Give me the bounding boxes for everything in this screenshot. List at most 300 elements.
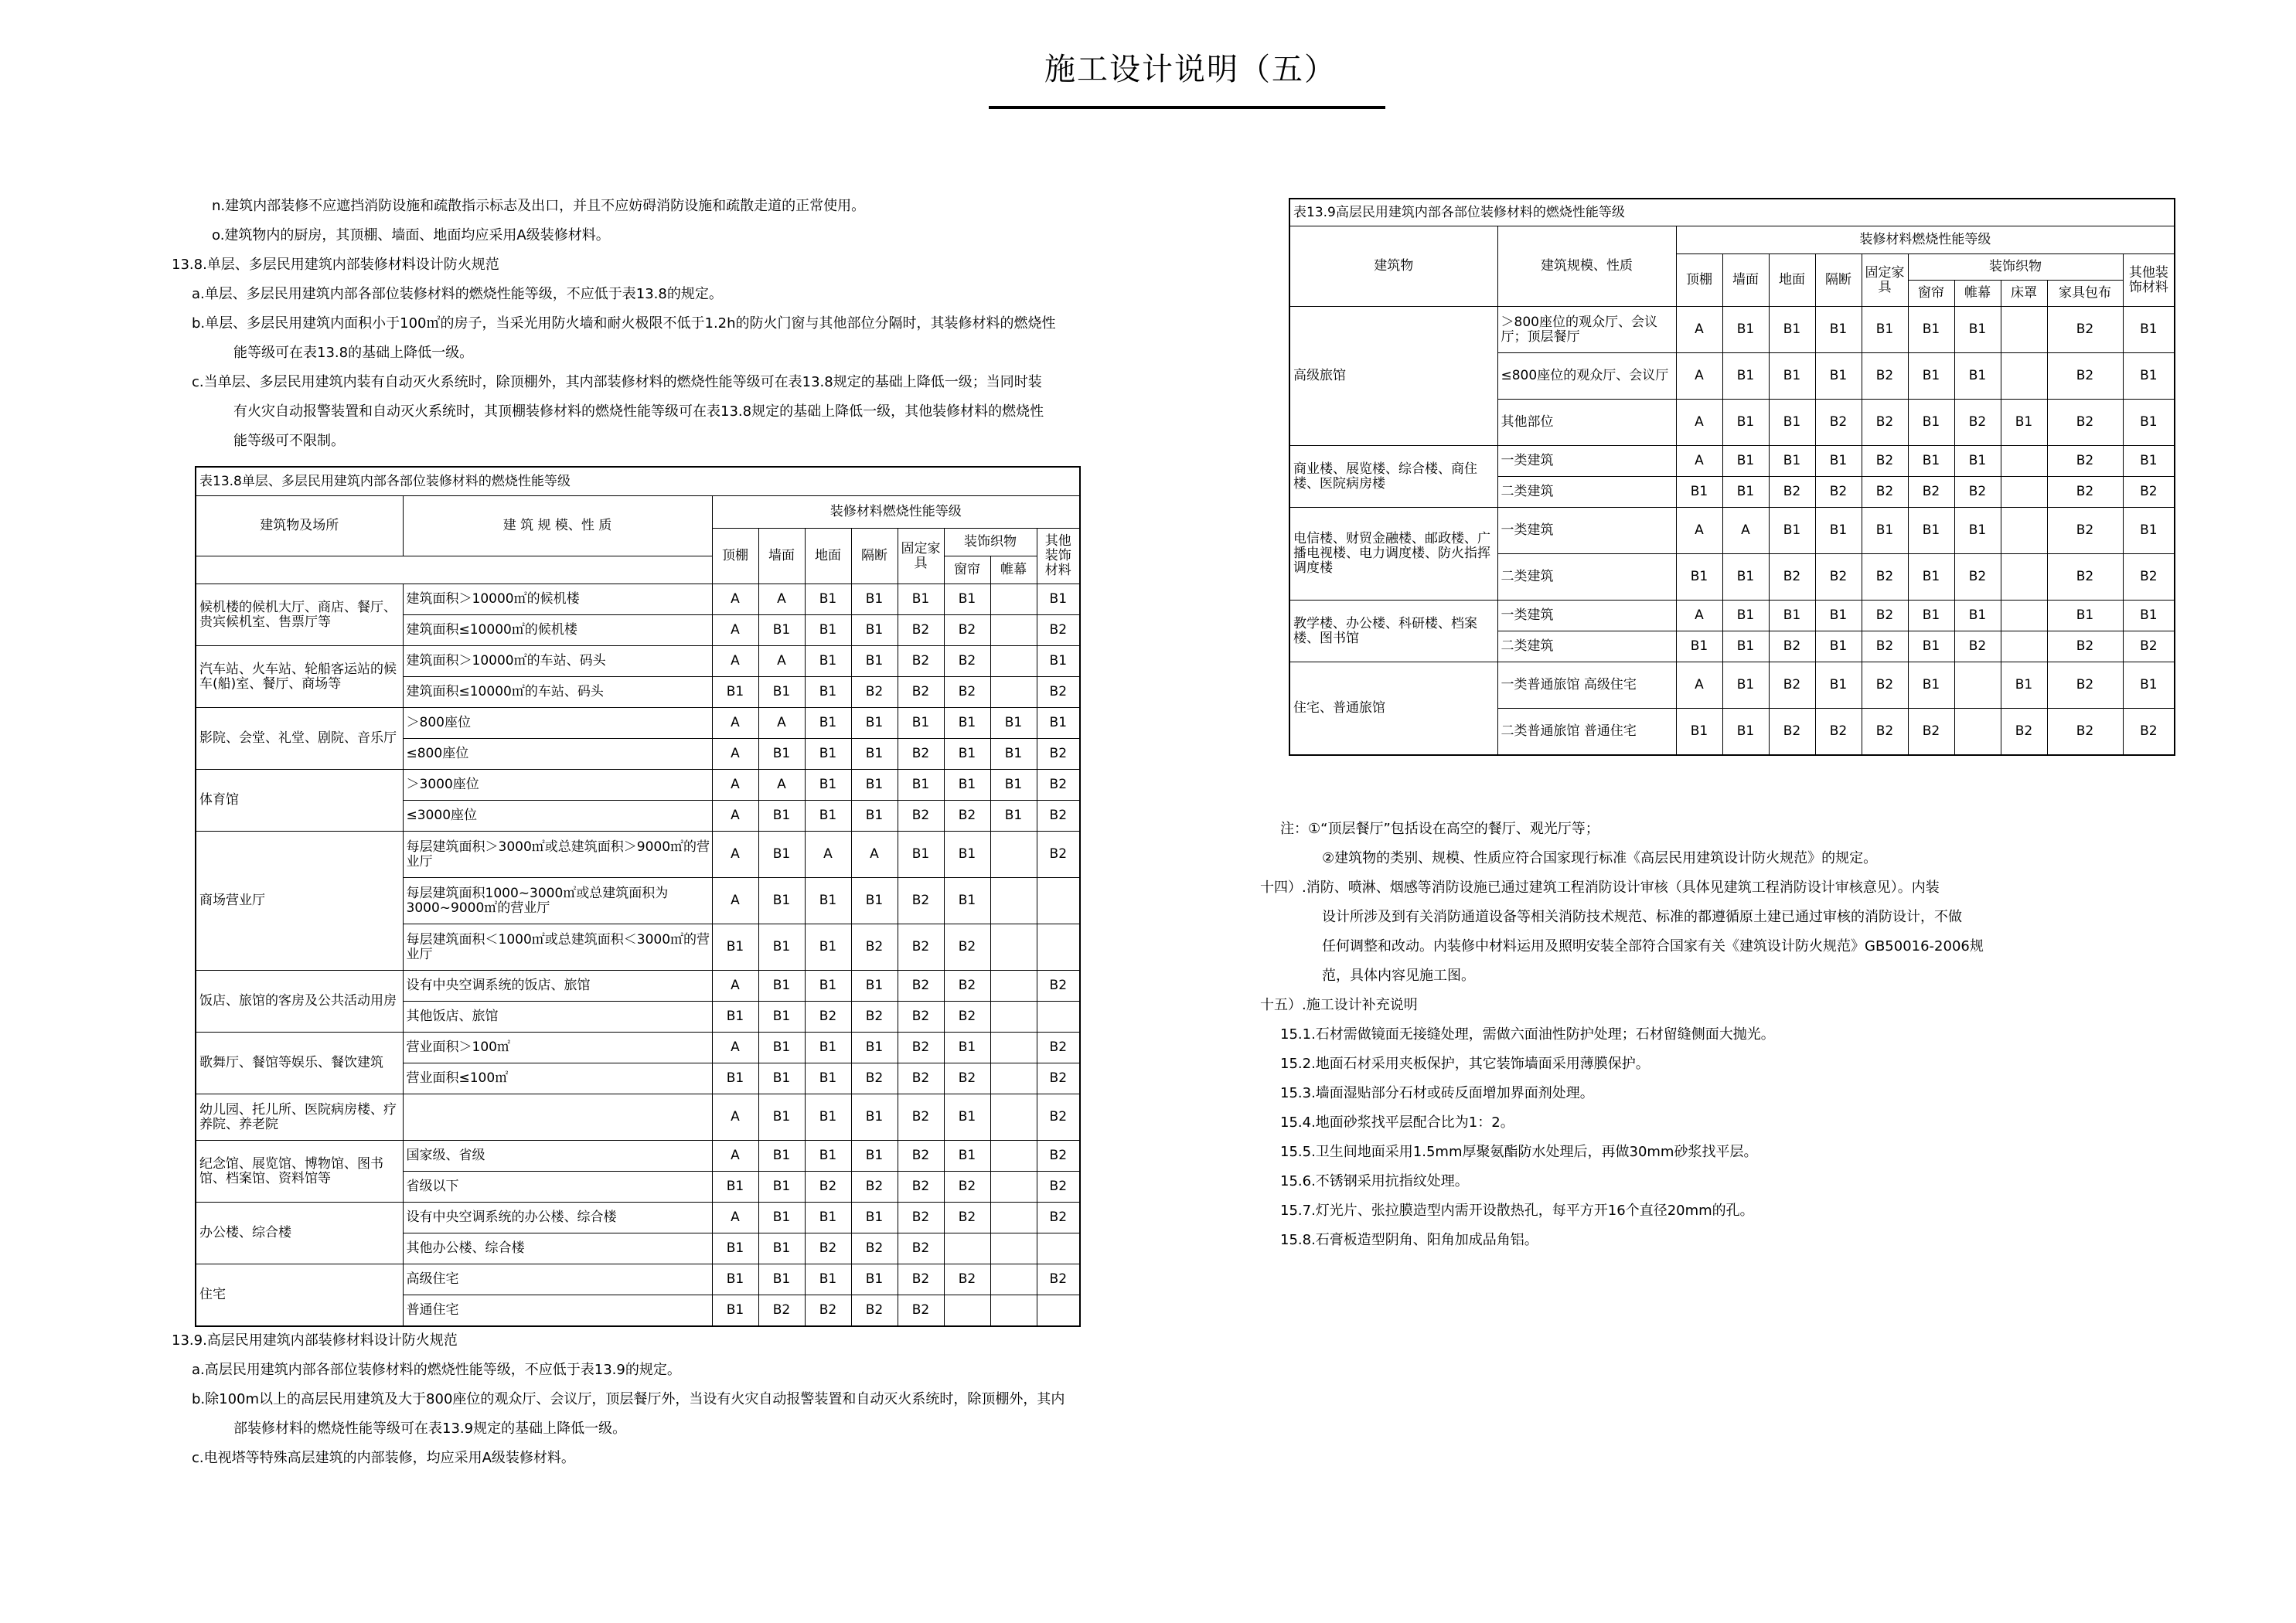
grade-cell: B2 bbox=[898, 1002, 944, 1033]
grade-cell: B2 bbox=[1862, 554, 1908, 601]
grade-cell: B1 bbox=[1676, 709, 1722, 755]
grade-cell: B2 bbox=[1769, 662, 1815, 709]
note-line: 能等级可在表13.8的基础上降低一级。 bbox=[233, 345, 474, 361]
grade-cell: B1 bbox=[805, 1141, 851, 1172]
grade-cell bbox=[1037, 1002, 1080, 1033]
note-line: 任何调整和改动。内装修中材料运用及照明安装全部符合国家有关《建筑设计防火规范》GB50016-2006规 bbox=[1322, 938, 1984, 954]
grade-cell: B1 bbox=[990, 708, 1037, 739]
grade-cell: B1 bbox=[712, 1063, 758, 1094]
grade-cell: B1 bbox=[758, 1141, 805, 1172]
grade-cell: B1 bbox=[805, 801, 851, 832]
grade-cell: B1 bbox=[2123, 508, 2175, 554]
grade-cell: B2 bbox=[944, 801, 990, 832]
grade-cell: B2 bbox=[1815, 554, 1862, 601]
grade-cell: B1 bbox=[1908, 662, 1954, 709]
table-row bbox=[1289, 307, 2175, 353]
grade-cell: A bbox=[758, 708, 805, 739]
left-notes-top bbox=[172, 192, 1056, 456]
grade-cell: B1 bbox=[2123, 601, 2175, 631]
grade-cell: B1 bbox=[851, 615, 898, 646]
building-cell: 住宅、普通旅馆 bbox=[1289, 662, 1497, 755]
grade-cell: B1 bbox=[898, 770, 944, 801]
grade-cell: B2 bbox=[2047, 662, 2123, 709]
note-line: 十五）.施工设计补充说明 bbox=[1260, 997, 1418, 1013]
grade-cell: B2 bbox=[851, 1002, 898, 1033]
scale-cell: ≤3000座位 bbox=[403, 801, 712, 832]
header-upholstery: 家具包布 bbox=[2047, 281, 2123, 307]
table-row bbox=[196, 1033, 1080, 1063]
header-furniture: 固定家具 bbox=[898, 529, 944, 584]
grade-cell: B1 bbox=[1908, 554, 1954, 601]
grade-cell: B1 bbox=[1769, 353, 1815, 400]
grade-cell: B1 bbox=[1862, 508, 1908, 554]
table-row bbox=[196, 584, 1080, 615]
grade-cell: B1 bbox=[1722, 631, 1769, 662]
grade-cell bbox=[990, 1295, 1037, 1326]
note-line: 15.5.卫生间地面采用1.5mm厚聚氨酯防水处理后，再做30mm砂浆找平层。 bbox=[1280, 1144, 1758, 1160]
grade-cell: B1 bbox=[805, 677, 851, 708]
grade-cell: B1 bbox=[758, 615, 805, 646]
grade-cell: B2 bbox=[805, 1002, 851, 1033]
grade-cell: B2 bbox=[944, 1264, 990, 1295]
grade-cell: B2 bbox=[944, 1203, 990, 1233]
grade-cell bbox=[990, 924, 1037, 971]
grade-cell: A bbox=[851, 832, 898, 878]
grade-cell: B1 bbox=[851, 646, 898, 677]
grade-cell: B1 bbox=[851, 1203, 898, 1233]
grade-cell: B1 bbox=[1722, 477, 1769, 508]
grade-cell: B1 bbox=[1908, 307, 1954, 353]
grade-cell: B2 bbox=[1769, 477, 1815, 508]
grade-cell: B2 bbox=[898, 924, 944, 971]
grade-cell: B1 bbox=[712, 1233, 758, 1264]
header-curtain: 窗帘 bbox=[944, 556, 990, 584]
grade-cell: B2 bbox=[898, 739, 944, 770]
header-other: 其他装饰材料 bbox=[2123, 254, 2175, 307]
grade-cell: A bbox=[712, 801, 758, 832]
table-row bbox=[1289, 508, 2175, 554]
grade-cell: B1 bbox=[1815, 631, 1862, 662]
grade-cell: B1 bbox=[758, 878, 805, 924]
grade-cell: A bbox=[712, 971, 758, 1002]
table-caption: 表13.9高层民用建筑内部各部位装修材料的燃烧性能等级 bbox=[1289, 199, 2175, 226]
table-row bbox=[196, 1203, 1080, 1233]
building-cell: 商业楼、展览楼、综合楼、商住楼、医院病房楼 bbox=[1289, 446, 1497, 508]
header-floor: 地面 bbox=[805, 529, 851, 584]
grade-cell: B2 bbox=[2047, 508, 2123, 554]
grade-cell: B2 bbox=[1954, 554, 2001, 601]
grade-cell: B2 bbox=[1037, 1094, 1080, 1141]
grade-cell: B1 bbox=[944, 770, 990, 801]
grade-cell: B2 bbox=[944, 971, 990, 1002]
header-textile: 装饰织物 bbox=[944, 529, 1037, 556]
grade-cell: B1 bbox=[851, 708, 898, 739]
grade-cell: B2 bbox=[1908, 477, 1954, 508]
table-row bbox=[196, 1141, 1080, 1172]
scale-cell: 二类建筑 bbox=[1497, 477, 1676, 508]
grade-cell: B1 bbox=[2123, 307, 2175, 353]
table-row bbox=[196, 708, 1080, 739]
grade-cell: A bbox=[1676, 446, 1722, 477]
grade-cell: A bbox=[805, 832, 851, 878]
grade-cell: B1 bbox=[851, 971, 898, 1002]
note-line: a.单层、多层民用建筑内部各部位装修材料的燃烧性能等级，不应低于表13.8的规定。 bbox=[192, 286, 723, 302]
grade-cell: B1 bbox=[805, 646, 851, 677]
building-cell: 汽车站、火车站、轮船客运站的候车(船)室、餐厅、商场等 bbox=[196, 646, 403, 708]
grade-cell: A bbox=[712, 739, 758, 770]
grade-cell: B1 bbox=[805, 1094, 851, 1141]
note-line: 15.1.石材需做镜面无接缝处理，需做六面油性防护处理；石材留缝侧面大抛光。 bbox=[1280, 1026, 1775, 1043]
grade-cell: B2 bbox=[2047, 554, 2123, 601]
grade-cell: B2 bbox=[1862, 353, 1908, 400]
grade-cell: B2 bbox=[851, 924, 898, 971]
grade-cell: B2 bbox=[805, 1172, 851, 1203]
grade-cell: B2 bbox=[2123, 477, 2175, 508]
scale-cell: ＞3000座位 bbox=[403, 770, 712, 801]
grade-cell: B2 bbox=[851, 1172, 898, 1203]
grade-cell: B1 bbox=[712, 924, 758, 971]
scale-cell: ≤800座位 bbox=[403, 739, 712, 770]
grade-cell: B2 bbox=[944, 1063, 990, 1094]
grade-cell: B2 bbox=[1862, 446, 1908, 477]
note-line: c.电视塔等特殊高层建筑的内部装修，均应采用A级装修材料。 bbox=[192, 1450, 575, 1466]
grade-cell: B2 bbox=[2123, 554, 2175, 601]
scale-cell: 设有中央空调系统的饭店、旅馆 bbox=[403, 971, 712, 1002]
grade-cell: B2 bbox=[1954, 400, 2001, 446]
scale-cell: 其他饭店、旅馆 bbox=[403, 1002, 712, 1033]
grade-cell bbox=[990, 971, 1037, 1002]
building-cell: 纪念馆、展览馆、博物馆、图书馆、档案馆、资料馆等 bbox=[196, 1141, 403, 1203]
building-cell: 候机楼的候机大厅、商店、餐厅、贵宾候机室、售票厅等 bbox=[196, 584, 403, 646]
grade-cell: B1 bbox=[712, 1002, 758, 1033]
grade-cell: B1 bbox=[1815, 307, 1862, 353]
header-grade-group: 装修材料燃烧性能等级 bbox=[712, 496, 1080, 529]
scale-cell: 普通住宅 bbox=[403, 1295, 712, 1326]
note-line: n.建筑内部装修不应遮挡消防设施和疏散指示标志及出口，并且不应妨碍消防设施和疏散走道的正常使用。 bbox=[212, 198, 866, 214]
grade-cell: B2 bbox=[758, 1295, 805, 1326]
grade-cell: B1 bbox=[1908, 601, 1954, 631]
note-line: ②建筑物的类别、规模、性质应符合国家现行标准《高层民用建筑设计防火规范》的规定。 bbox=[1322, 850, 1878, 866]
grade-cell: B1 bbox=[1722, 353, 1769, 400]
grade-cell: B2 bbox=[851, 1295, 898, 1326]
grade-cell: B1 bbox=[1722, 554, 1769, 601]
grade-cell: B1 bbox=[944, 584, 990, 615]
building-cell: 歌舞厅、餐馆等娱乐、餐饮建筑 bbox=[196, 1033, 403, 1094]
grade-cell: B2 bbox=[1815, 709, 1862, 755]
grade-cell: A bbox=[712, 708, 758, 739]
scale-cell: 营业面积＞100㎡ bbox=[403, 1033, 712, 1063]
grade-cell: B1 bbox=[805, 1033, 851, 1063]
scale-cell bbox=[403, 1094, 712, 1141]
grade-cell: B2 bbox=[898, 1295, 944, 1326]
note-line: 15.2.地面石材采用夹板保护，其它装饰墙面采用薄膜保护。 bbox=[1280, 1056, 1650, 1072]
header-drape: 帷幕 bbox=[1954, 281, 2001, 307]
grade-cell: A bbox=[758, 646, 805, 677]
grade-cell: B2 bbox=[898, 615, 944, 646]
header-curtain: 窗帘 bbox=[1908, 281, 1954, 307]
grade-cell: B2 bbox=[898, 1033, 944, 1063]
building-cell: 幼儿园、托儿所、医院病房楼、疗养院、养老院 bbox=[196, 1094, 403, 1141]
grade-cell bbox=[2001, 446, 2047, 477]
grade-cell: B1 bbox=[2123, 400, 2175, 446]
grade-cell: B1 bbox=[944, 739, 990, 770]
grade-cell: B2 bbox=[944, 1172, 990, 1203]
right-notes bbox=[1260, 815, 1984, 1255]
grade-cell: B1 bbox=[1722, 446, 1769, 477]
table-row bbox=[196, 971, 1080, 1002]
grade-cell: B2 bbox=[898, 801, 944, 832]
grade-cell bbox=[2001, 601, 2047, 631]
grade-cell: A bbox=[712, 1033, 758, 1063]
grade-cell: B1 bbox=[944, 878, 990, 924]
note-line: 有火灾自动报警装置和自动灭火系统时，其顶棚装修材料的燃烧性能等级可在表13.8规定的基础上降低一级，其他装修材料的燃烧性 bbox=[233, 403, 1044, 420]
grade-cell: B2 bbox=[1037, 1203, 1080, 1233]
grade-cell bbox=[2001, 554, 2047, 601]
grade-cell: B1 bbox=[990, 739, 1037, 770]
grade-cell: B1 bbox=[851, 1141, 898, 1172]
grade-cell: B1 bbox=[1676, 554, 1722, 601]
table-row bbox=[1289, 601, 2175, 631]
building-cell: 饭店、旅馆的客房及公共活动用房 bbox=[196, 971, 403, 1033]
grade-cell: B1 bbox=[805, 1063, 851, 1094]
grade-cell: B1 bbox=[1815, 662, 1862, 709]
grade-cell: B1 bbox=[758, 832, 805, 878]
grade-cell: B1 bbox=[805, 924, 851, 971]
scale-cell: 建筑面积＞10000㎡的车站、码头 bbox=[403, 646, 712, 677]
grade-cell: B2 bbox=[1862, 477, 1908, 508]
header-furniture: 固定家具 bbox=[1862, 254, 1908, 307]
grade-cell: A bbox=[712, 1141, 758, 1172]
grade-cell bbox=[1037, 878, 1080, 924]
grade-cell: B1 bbox=[1954, 307, 2001, 353]
grade-cell bbox=[990, 1203, 1037, 1233]
scale-cell: 其他部位 bbox=[1497, 400, 1676, 446]
grade-cell: B1 bbox=[758, 1203, 805, 1233]
grade-cell: B1 bbox=[944, 1094, 990, 1141]
grade-cell: B2 bbox=[1954, 477, 2001, 508]
grade-cell: B1 bbox=[851, 739, 898, 770]
building-cell: 商场营业厅 bbox=[196, 832, 403, 971]
grade-cell: B1 bbox=[805, 584, 851, 615]
grade-cell: B1 bbox=[851, 878, 898, 924]
grade-cell bbox=[990, 1033, 1037, 1063]
scale-cell: 建筑面积≤10000㎡的车站、码头 bbox=[403, 677, 712, 708]
grade-cell: B1 bbox=[1769, 508, 1815, 554]
grade-cell: B1 bbox=[758, 1264, 805, 1295]
grade-cell bbox=[2001, 477, 2047, 508]
grade-cell: B1 bbox=[1676, 631, 1722, 662]
scale-cell: 建筑面积＞10000㎡的候机楼 bbox=[403, 584, 712, 615]
note-line: o.建筑物内的厨房，其顶棚、墙面、地面均应采用A级装修材料。 bbox=[212, 227, 610, 243]
grade-cell: B2 bbox=[1815, 477, 1862, 508]
grade-cell: B1 bbox=[805, 739, 851, 770]
table-row bbox=[1289, 446, 2175, 477]
grade-cell: B2 bbox=[944, 646, 990, 677]
grade-cell: B1 bbox=[1908, 631, 1954, 662]
grade-cell: B2 bbox=[898, 1172, 944, 1203]
grade-cell: B2 bbox=[898, 1233, 944, 1264]
grade-cell: B1 bbox=[805, 615, 851, 646]
grade-cell: B1 bbox=[1769, 400, 1815, 446]
grade-cell bbox=[990, 1002, 1037, 1033]
note-line: 能等级可不限制。 bbox=[233, 433, 345, 449]
grade-cell: B1 bbox=[758, 1094, 805, 1141]
grade-cell: B2 bbox=[898, 878, 944, 924]
grade-cell: B1 bbox=[1722, 662, 1769, 709]
grade-cell: B2 bbox=[944, 924, 990, 971]
grade-cell: B1 bbox=[851, 1264, 898, 1295]
header-textile: 装饰织物 bbox=[1908, 254, 2123, 281]
grade-cell: B1 bbox=[758, 1002, 805, 1033]
page-title: 施工设计说明（五） bbox=[1044, 52, 1337, 87]
note-line: 部装修材料的燃烧性能等级可在表13.9规定的基础上降低一级。 bbox=[233, 1421, 627, 1437]
table-row bbox=[196, 1264, 1080, 1295]
grade-cell: B1 bbox=[758, 1033, 805, 1063]
grade-cell: B1 bbox=[1722, 601, 1769, 631]
grade-cell: B2 bbox=[1037, 739, 1080, 770]
note-line: 15.4.地面砂浆找平层配合比为1：2。 bbox=[1280, 1114, 1514, 1131]
grade-cell: B2 bbox=[2123, 709, 2175, 755]
grade-cell: B2 bbox=[898, 677, 944, 708]
grade-cell: B2 bbox=[2047, 709, 2123, 755]
grade-cell: B1 bbox=[1954, 446, 2001, 477]
grade-cell: A bbox=[1676, 662, 1722, 709]
scale-cell: 二类普通旅馆 普通住宅 bbox=[1497, 709, 1676, 755]
grade-cell: A bbox=[712, 1203, 758, 1233]
grade-cell: B2 bbox=[1815, 400, 1862, 446]
grade-cell: B1 bbox=[1037, 584, 1080, 615]
grade-cell: B1 bbox=[1815, 353, 1862, 400]
grade-cell: B2 bbox=[2047, 307, 2123, 353]
grade-cell: B2 bbox=[1037, 677, 1080, 708]
grade-cell: B2 bbox=[898, 646, 944, 677]
grade-cell: B1 bbox=[944, 832, 990, 878]
grade-cell: B1 bbox=[1722, 307, 1769, 353]
grade-cell: B1 bbox=[2123, 353, 2175, 400]
grade-cell: B2 bbox=[1037, 1141, 1080, 1172]
scale-cell: 省级以下 bbox=[403, 1172, 712, 1203]
grade-cell: B1 bbox=[851, 1094, 898, 1141]
note-line: 15.8.石膏板造型阴角、阳角加成品角铝。 bbox=[1280, 1232, 1538, 1248]
grade-cell: B2 bbox=[1037, 1172, 1080, 1203]
grade-cell: B1 bbox=[712, 677, 758, 708]
grade-cell: B1 bbox=[2123, 446, 2175, 477]
note-line: 范，具体内容见施工图。 bbox=[1322, 968, 1475, 984]
grade-cell: A bbox=[758, 770, 805, 801]
note-line: b.除100m以上的高层民用建筑及大于800座位的观众厅、会议厅，顶层餐厅外，当设有火灾自动报警装置和自动灭火系统时，除顶棚外，其内 bbox=[192, 1391, 1065, 1407]
table-row bbox=[196, 770, 1080, 801]
grade-cell: B2 bbox=[1862, 662, 1908, 709]
grade-cell: B1 bbox=[990, 770, 1037, 801]
scale-cell: 高级住宅 bbox=[403, 1264, 712, 1295]
grade-cell bbox=[2001, 353, 2047, 400]
grade-cell: A bbox=[1676, 307, 1722, 353]
grade-cell: B1 bbox=[758, 971, 805, 1002]
grade-cell: B1 bbox=[758, 1233, 805, 1264]
grade-cell: B2 bbox=[2047, 400, 2123, 446]
note-line: 13.8.单层、多层民用建筑内部装修材料设计防火规范 bbox=[172, 257, 499, 273]
grade-cell: B1 bbox=[1815, 508, 1862, 554]
grade-cell bbox=[1037, 1295, 1080, 1326]
grade-cell: B1 bbox=[758, 801, 805, 832]
grade-cell: B1 bbox=[712, 1264, 758, 1295]
grade-cell bbox=[990, 1233, 1037, 1264]
grade-cell: B2 bbox=[1037, 1063, 1080, 1094]
grade-cell bbox=[990, 1094, 1037, 1141]
grade-cell: B1 bbox=[944, 1141, 990, 1172]
header-scale: 建筑规模、性质 bbox=[1497, 226, 1676, 307]
grade-cell: A bbox=[712, 770, 758, 801]
grade-cell: B2 bbox=[2001, 709, 2047, 755]
grade-cell: B2 bbox=[1037, 971, 1080, 1002]
grade-cell bbox=[1037, 924, 1080, 971]
grade-cell bbox=[990, 878, 1037, 924]
header-partition: 隔断 bbox=[1815, 254, 1862, 307]
grade-cell: B1 bbox=[898, 584, 944, 615]
grade-cell: B1 bbox=[758, 924, 805, 971]
grade-cell: B1 bbox=[2001, 400, 2047, 446]
header-other: 其他装饰材料 bbox=[1037, 529, 1080, 584]
grade-cell: B1 bbox=[2001, 662, 2047, 709]
grade-cell: B2 bbox=[1908, 709, 1954, 755]
grade-cell: B1 bbox=[990, 801, 1037, 832]
header-building: 建筑物 bbox=[1289, 226, 1497, 307]
note-line: 十四）.消防、喷淋、烟感等消防设施已通过建筑工程消防设计审核（具体见建筑工程消防设计审核意见）。内装 bbox=[1260, 880, 1940, 896]
table-row bbox=[1289, 662, 2175, 709]
header-spacer bbox=[196, 556, 712, 584]
grade-cell: B1 bbox=[805, 1264, 851, 1295]
grade-cell: B1 bbox=[1954, 601, 2001, 631]
grade-cell: B1 bbox=[1908, 446, 1954, 477]
grade-cell bbox=[990, 1141, 1037, 1172]
scale-cell: 每层建筑面积1000~3000㎡或总建筑面积为3000~9000㎡的营业厅 bbox=[403, 878, 712, 924]
table-row bbox=[196, 646, 1080, 677]
grade-cell bbox=[990, 646, 1037, 677]
grade-cell: B1 bbox=[898, 832, 944, 878]
grade-cell: B1 bbox=[898, 708, 944, 739]
left-notes-bottom bbox=[172, 1326, 1065, 1473]
grade-cell: A bbox=[1722, 508, 1769, 554]
note-line: 15.3.墙面湿贴部分石材或砖反面增加界面剂处理。 bbox=[1280, 1085, 1594, 1101]
grade-cell: B2 bbox=[1954, 631, 2001, 662]
header-drape: 帷幕 bbox=[990, 556, 1037, 584]
grade-cell: B2 bbox=[2123, 631, 2175, 662]
grade-cell: B1 bbox=[712, 1172, 758, 1203]
grade-cell: B1 bbox=[805, 971, 851, 1002]
grade-cell: B2 bbox=[898, 971, 944, 1002]
grade-cell: B2 bbox=[944, 1002, 990, 1033]
grade-cell bbox=[990, 677, 1037, 708]
building-cell: 教学楼、办公楼、科研楼、档案楼、图书馆 bbox=[1289, 601, 1497, 662]
scale-cell: 设有中央空调系统的办公楼、综合楼 bbox=[403, 1203, 712, 1233]
grade-cell: B1 bbox=[1037, 708, 1080, 739]
header-ceiling: 顶棚 bbox=[712, 529, 758, 584]
grade-cell: B1 bbox=[805, 1203, 851, 1233]
grade-cell bbox=[1037, 1233, 1080, 1264]
note-line: c.当单层、多层民用建筑内装有自动灭火系统时，除顶棚外，其内部装修材料的燃烧性能等级可在表13.8规定的基础上降低一级；当同时装 bbox=[192, 374, 1042, 390]
grade-cell: B1 bbox=[1722, 400, 1769, 446]
grade-cell bbox=[1954, 662, 2001, 709]
grade-cell: B2 bbox=[805, 1295, 851, 1326]
scale-cell: 一类普通旅馆 高级住宅 bbox=[1497, 662, 1676, 709]
grade-cell: B1 bbox=[805, 878, 851, 924]
building-cell: 住宅 bbox=[196, 1264, 403, 1326]
building-cell: 高级旅馆 bbox=[1289, 307, 1497, 446]
grade-cell bbox=[944, 1233, 990, 1264]
scale-cell: 二类建筑 bbox=[1497, 554, 1676, 601]
header-ceiling: 顶棚 bbox=[1676, 254, 1722, 307]
header-grade-group: 装修材料燃烧性能等级 bbox=[1676, 226, 2175, 254]
